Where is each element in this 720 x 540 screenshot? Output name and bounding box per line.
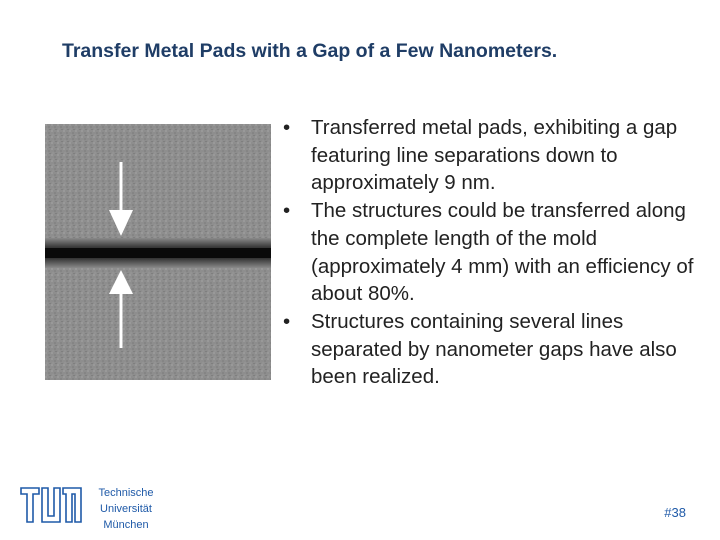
bullet-marker: • bbox=[283, 116, 291, 139]
bullet-item bbox=[283, 114, 703, 197]
university-line: Technische bbox=[98, 487, 154, 499]
university-line: München bbox=[103, 519, 149, 531]
slide-title: Transfer Metal Pads with a Gap of a Few Nanometers. bbox=[62, 40, 558, 62]
university-line: Universität bbox=[100, 503, 152, 515]
bullet-item bbox=[283, 197, 703, 308]
micrograph-image bbox=[45, 124, 271, 380]
bullet-marker: • bbox=[283, 199, 291, 223]
bullet-marker: • bbox=[283, 309, 291, 333]
bullet-list bbox=[283, 114, 703, 391]
bullet-text: The structures could be transferred along the complete length of the mold (approximately 4 mm) with an efficiency of about 80%. bbox=[311, 199, 694, 306]
bullet-item bbox=[283, 308, 703, 391]
page-number: #38 bbox=[664, 505, 686, 520]
bullet-text: Transferred metal pads, exhibiting a gap featuring line separations down to approximately 9 nm. bbox=[311, 116, 678, 195]
university-name bbox=[88, 485, 164, 533]
bullet-text: Structures containing several lines separated by nanometer gaps have also been realized. bbox=[311, 309, 677, 389]
tum-logo bbox=[20, 486, 82, 524]
